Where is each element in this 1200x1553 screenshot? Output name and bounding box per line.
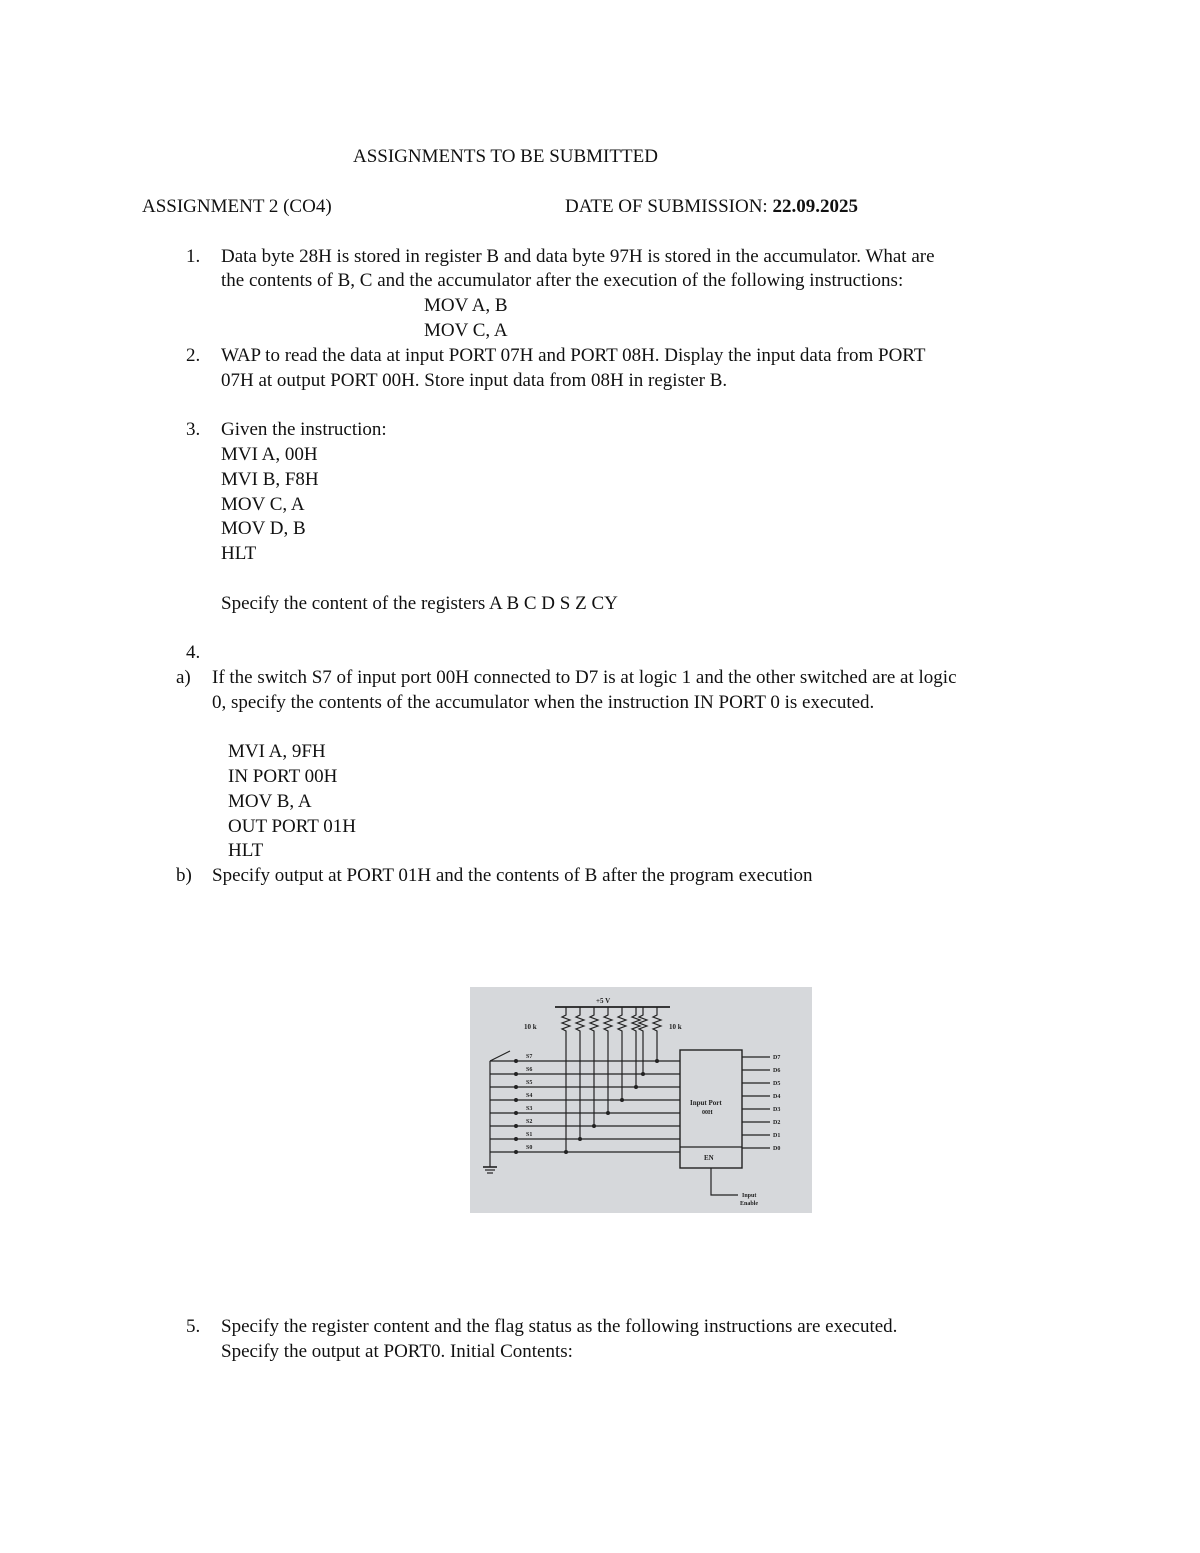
page-title: ASSIGNMENTS TO BE SUBMITTED [353,146,658,167]
q1-text-line2: the contents of B, C and the accumulator after the execution of the following instructions: [221,270,904,291]
output-lines [742,1057,770,1148]
output-label-d4: D4 [773,1094,781,1100]
q3-intro: Given the instruction: [221,419,387,440]
q3-code-5: HLT [221,543,257,564]
output-label-d7: D7 [773,1055,781,1061]
switch-label-s0: S0 [526,1145,533,1151]
q4b-text: Specify output at PORT 01H and the contents of B after the program execution [212,865,813,886]
q3-ask: Specify the content of the registers A B C D S Z CY [221,593,618,614]
q4-number: 4. [186,642,201,663]
supply-label: +5 V [596,997,611,1005]
q5-text-line1: Specify the register content and the flag status as the following instructions are executed. [221,1316,898,1337]
junction-dots [564,1059,659,1154]
q1-code-2: MOV C, A [424,320,508,341]
output-label-d1: D1 [773,1133,781,1139]
submission-label: DATE OF SUBMISSION: [565,196,768,217]
q4-code-2: IN PORT 00H [228,766,338,787]
assignment-label: ASSIGNMENT 2 (CO4) [142,196,332,217]
q4-code-4: OUT PORT 01H [228,816,357,837]
output-label-d0: D0 [773,1146,781,1152]
q1-number: 1. [186,246,201,267]
q3-code-4: MOV D, B [221,518,306,539]
switch-label-s4: S4 [526,1093,533,1099]
switch-label-s3: S3 [526,1106,533,1112]
q3-number: 3. [186,419,201,440]
switch-label-s7: S7 [526,1054,533,1060]
q4-code-5: HLT [228,840,264,861]
input-port-circuit-figure [470,987,812,1213]
port-label-line2: 00H [702,1110,713,1116]
q5-text-line2: Specify the output at PORT0. Initial Contents: [221,1341,573,1362]
q4-code-3: MOV B, A [228,791,312,812]
q2-number: 2. [186,345,201,366]
q4-code-1: MVI A, 9FH [228,741,326,762]
q2-text-line2: 07H at output PORT 00H. Store input data from 08H in register B. [221,370,728,391]
input-port-box [680,1050,742,1168]
enable-label-line2: Enable [740,1201,759,1207]
q5-number: 5. [186,1316,201,1337]
pullup-resistors [562,1007,661,1152]
q4a-text-line2: 0, specify the contents of the accumulator when the instruction IN PORT 0 is executed. [212,692,875,713]
q4b-label: b) [176,865,192,886]
port-label-line1: Input Port [690,1099,722,1107]
switch-lines [490,1061,680,1152]
resistor-left-label: 10 k [524,1023,537,1031]
switch-label-s2: S2 [526,1119,533,1125]
q4a-text-line1: If the switch S7 of input port 00H connected to D7 is at logic 1 and the other switched are at logic [212,667,957,688]
q3-code-3: MOV C, A [221,494,305,515]
resistor-right-label: 10 k [669,1023,682,1031]
submission-date [565,194,858,219]
q4a-label: a) [176,667,191,688]
switch-label-s5: S5 [526,1080,533,1086]
circuit-diagram [470,987,812,1213]
enable-label-line1: Input [742,1193,757,1199]
output-label-d6: D6 [773,1068,781,1074]
q1-code-1: MOV A, B [424,295,508,316]
q1-text-line1: Data byte 28H is stored in register B and data byte 97H is stored in the accumulator. What are [221,246,935,267]
q3-code-1: MVI A, 00H [221,444,318,465]
switch-label-s1: S1 [526,1132,533,1138]
enable-pin-label: EN [704,1154,714,1162]
output-label-d3: D3 [773,1107,781,1113]
q3-code-2: MVI B, F8H [221,469,319,490]
q2-text-line1: WAP to read the data at input PORT 07H and PORT 08H. Display the input data from PORT [221,345,926,366]
output-label-d5: D5 [773,1081,781,1087]
output-label-d2: D2 [773,1120,781,1126]
switch-label-s6: S6 [526,1067,533,1073]
submission-date-value: 22.09.2025 [772,196,858,217]
